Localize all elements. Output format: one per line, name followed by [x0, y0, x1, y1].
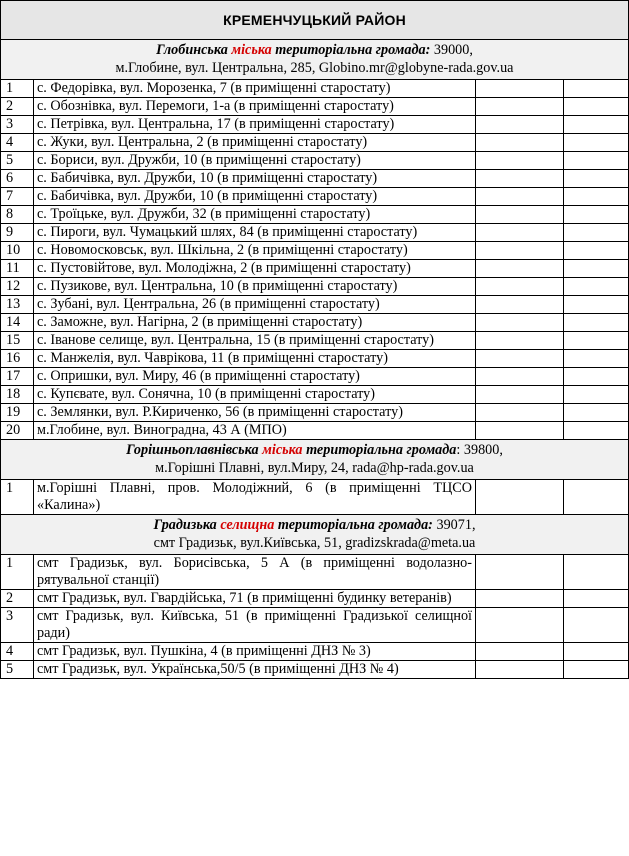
community-header — [1, 440, 629, 480]
polling-address: с. Землянки, вул. Р.Кириченко, 56 (в приміщенні старостату) — [34, 404, 476, 422]
community-name-line — [5, 516, 624, 534]
empty-cell — [564, 224, 629, 242]
empty-cell — [476, 590, 564, 608]
polling-address: смт Градизьк, вул. Гвардійська, 71 (в приміщенні будинку ветеранів) — [34, 590, 476, 608]
empty-cell — [476, 134, 564, 152]
table-row — [1, 188, 629, 206]
empty-cell — [476, 188, 564, 206]
community-address: м.Горішні Плавні, вул.Миру, 24, rada@hp-rada.gov.ua — [155, 460, 474, 476]
postal-code: 39071, — [432, 517, 476, 533]
empty-cell — [476, 260, 564, 278]
table-row — [1, 404, 629, 422]
community-name-suffix: територіальна громада: — [271, 42, 431, 58]
row-number: 1 — [1, 555, 34, 590]
polling-address: с. Пироги, вул. Чумацький шлях, 84 (в приміщенні старостату) — [34, 224, 476, 242]
row-number: 12 — [1, 278, 34, 296]
polling-address: с. Пустовійтове, вул. Молодіжна, 2 (в приміщенні старостату) — [34, 260, 476, 278]
row-number: 11 — [1, 260, 34, 278]
polling-address: смт Градизьк, вул. Київська, 51 (в приміщенні Градизької селищної ради) — [34, 608, 476, 643]
empty-cell — [564, 80, 629, 98]
row-number: 5 — [1, 152, 34, 170]
empty-cell — [476, 170, 564, 188]
empty-cell — [564, 260, 629, 278]
polling-address: с. Опришки, вул. Миру, 46 (в приміщенні старостату) — [34, 368, 476, 386]
table-row — [1, 608, 629, 643]
row-number: 7 — [1, 188, 34, 206]
empty-cell — [564, 661, 629, 679]
empty-cell — [476, 368, 564, 386]
empty-cell — [476, 206, 564, 224]
empty-cell — [476, 314, 564, 332]
community-name-suffix: територіальна громада — [302, 442, 457, 458]
row-number: 18 — [1, 386, 34, 404]
empty-cell — [564, 116, 629, 134]
table-row — [1, 134, 629, 152]
polling-address: с. Бориси, вул. Дружби, 10 (в приміщенні старостату) — [34, 152, 476, 170]
empty-cell — [564, 296, 629, 314]
table-row — [1, 116, 629, 134]
row-number: 5 — [1, 661, 34, 679]
empty-cell — [476, 116, 564, 134]
table-row — [1, 661, 629, 679]
polling-address: с. Петрівка, вул. Центральна, 17 (в приміщенні старостату) — [34, 116, 476, 134]
table-row — [1, 206, 629, 224]
row-number: 4 — [1, 134, 34, 152]
community-address: м.Глобине, вул. Центральна, 285, Globino.mr@globyne-rada.gov.ua — [115, 60, 514, 76]
table-row — [1, 555, 629, 590]
row-number: 9 — [1, 224, 34, 242]
polling-address: м.Горішні Плавні, пров. Молодіжний, 6 (в приміщенні ТЦСО «Калина») — [34, 480, 476, 515]
empty-cell — [564, 368, 629, 386]
table-row — [1, 260, 629, 278]
table-row — [1, 278, 629, 296]
empty-cell — [476, 386, 564, 404]
community-name-line — [5, 441, 624, 459]
row-number: 16 — [1, 350, 34, 368]
polling-address: с. Пузикове, вул. Центральна, 10 (в приміщенні старостату) — [34, 278, 476, 296]
row-number: 19 — [1, 404, 34, 422]
row-number: 3 — [1, 116, 34, 134]
row-number: 10 — [1, 242, 34, 260]
empty-cell — [476, 332, 564, 350]
empty-cell — [476, 152, 564, 170]
table-row — [1, 314, 629, 332]
empty-cell — [476, 661, 564, 679]
table-row — [1, 242, 629, 260]
table-row — [1, 296, 629, 314]
row-number: 2 — [1, 98, 34, 116]
empty-cell — [476, 422, 564, 440]
empty-cell — [564, 350, 629, 368]
empty-cell — [564, 480, 629, 515]
community-name-suffix: територіальна громада: — [274, 517, 433, 533]
row-number: 13 — [1, 296, 34, 314]
polling-address: с. Новомосковськ, вул. Шкільна, 2 (в приміщенні старостату) — [34, 242, 476, 260]
community-header-row — [1, 440, 629, 480]
empty-cell — [476, 224, 564, 242]
community-address: смт Градизьк, вул.Київська, 51, gradizskrada@meta.ua — [153, 535, 476, 551]
row-number: 2 — [1, 590, 34, 608]
empty-cell — [564, 206, 629, 224]
polling-address: с. Манжелія, вул. Чаврікова, 11 (в приміщенні старостату) — [34, 350, 476, 368]
community-type: селищна — [220, 517, 275, 533]
community-name-prefix: Глобинська — [156, 42, 232, 58]
polling-address: с. Троїцьке, вул. Дружби, 32 (в приміщенні старостату) — [34, 206, 476, 224]
postal-code: 39000, — [430, 42, 473, 58]
table-row — [1, 590, 629, 608]
polling-address: с. Купєвате, вул. Сонячна, 10 (в приміщенні старостату) — [34, 386, 476, 404]
empty-cell — [564, 98, 629, 116]
community-header — [1, 40, 629, 80]
postal-code: : 39800, — [456, 442, 503, 458]
polling-address: с. Бабичівка, вул. Дружби, 10 (в приміщенні старостату) — [34, 188, 476, 206]
community-name-prefix: Горішньоплавнівська — [126, 442, 263, 458]
empty-cell — [476, 555, 564, 590]
empty-cell — [564, 242, 629, 260]
empty-cell — [564, 386, 629, 404]
empty-cell — [564, 404, 629, 422]
empty-cell — [564, 188, 629, 206]
empty-cell — [564, 314, 629, 332]
table-row — [1, 224, 629, 242]
empty-cell — [476, 643, 564, 661]
community-header-row — [1, 40, 629, 80]
polling-address: с. Бабичівка, вул. Дружби, 10 (в приміщенні старостату) — [34, 170, 476, 188]
empty-cell — [564, 643, 629, 661]
empty-cell — [476, 278, 564, 296]
table-row — [1, 350, 629, 368]
polling-address: с. Федорівка, вул. Морозенка, 7 (в приміщенні старостату) — [34, 80, 476, 98]
empty-cell — [564, 590, 629, 608]
table-row — [1, 170, 629, 188]
row-number: 6 — [1, 170, 34, 188]
empty-cell — [476, 480, 564, 515]
table-row — [1, 480, 629, 515]
row-number: 3 — [1, 608, 34, 643]
row-number: 14 — [1, 314, 34, 332]
empty-cell — [564, 608, 629, 643]
empty-cell — [564, 152, 629, 170]
empty-cell — [564, 332, 629, 350]
polling-address: с. Жуки, вул. Центральна, 2 (в приміщенні старостату) — [34, 134, 476, 152]
empty-cell — [564, 170, 629, 188]
empty-cell — [476, 608, 564, 643]
region-header-row — [1, 1, 629, 40]
empty-cell — [476, 350, 564, 368]
polling-address: с. Обознівка, вул. Перемоги, 1-а (в приміщенні старостату) — [34, 98, 476, 116]
polling-address: смт Градизьк, вул. Українська,50/5 (в приміщенні ДНЗ № 4) — [34, 661, 476, 679]
community-type: міська — [262, 442, 303, 458]
empty-cell — [476, 98, 564, 116]
region-title: КРЕМЕНЧУЦЬКИЙ РАЙОН — [1, 1, 629, 40]
table-row — [1, 386, 629, 404]
table-row — [1, 643, 629, 661]
polling-address: с. Заможне, вул. Нагірна, 2 (в приміщенні старостату) — [34, 314, 476, 332]
table-row — [1, 332, 629, 350]
empty-cell — [564, 134, 629, 152]
row-number: 20 — [1, 422, 34, 440]
empty-cell — [476, 296, 564, 314]
row-number: 15 — [1, 332, 34, 350]
table-row — [1, 152, 629, 170]
table-row — [1, 98, 629, 116]
row-number: 1 — [1, 480, 34, 515]
empty-cell — [476, 242, 564, 260]
empty-cell — [564, 555, 629, 590]
polling-address: смт Градизьк, вул. Борисівська, 5 А (в приміщенні водолазно-рятувальної станції) — [34, 555, 476, 590]
community-header — [1, 515, 629, 555]
empty-cell — [564, 422, 629, 440]
polling-address: с. Іванове селище, вул. Центральна, 15 (в приміщенні старостату) — [34, 332, 476, 350]
empty-cell — [564, 278, 629, 296]
community-name-line — [5, 41, 624, 59]
table-row — [1, 368, 629, 386]
table-row — [1, 80, 629, 98]
row-number: 4 — [1, 643, 34, 661]
table-row — [1, 422, 629, 440]
empty-cell — [476, 80, 564, 98]
row-number: 17 — [1, 368, 34, 386]
empty-cell — [476, 404, 564, 422]
community-type: міська — [231, 42, 272, 58]
row-number: 8 — [1, 206, 34, 224]
community-name-prefix: Градизька — [153, 517, 221, 533]
row-number: 1 — [1, 80, 34, 98]
community-header-row — [1, 515, 629, 555]
polling-address: м.Глобине, вул. Виноградна, 43 А (МПО) — [34, 422, 476, 440]
polling-address: с. Зубані, вул. Центральна, 26 (в приміщенні старостату) — [34, 296, 476, 314]
polling-address: смт Градизьк, вул. Пушкіна, 4 (в приміщенні ДНЗ № 3) — [34, 643, 476, 661]
